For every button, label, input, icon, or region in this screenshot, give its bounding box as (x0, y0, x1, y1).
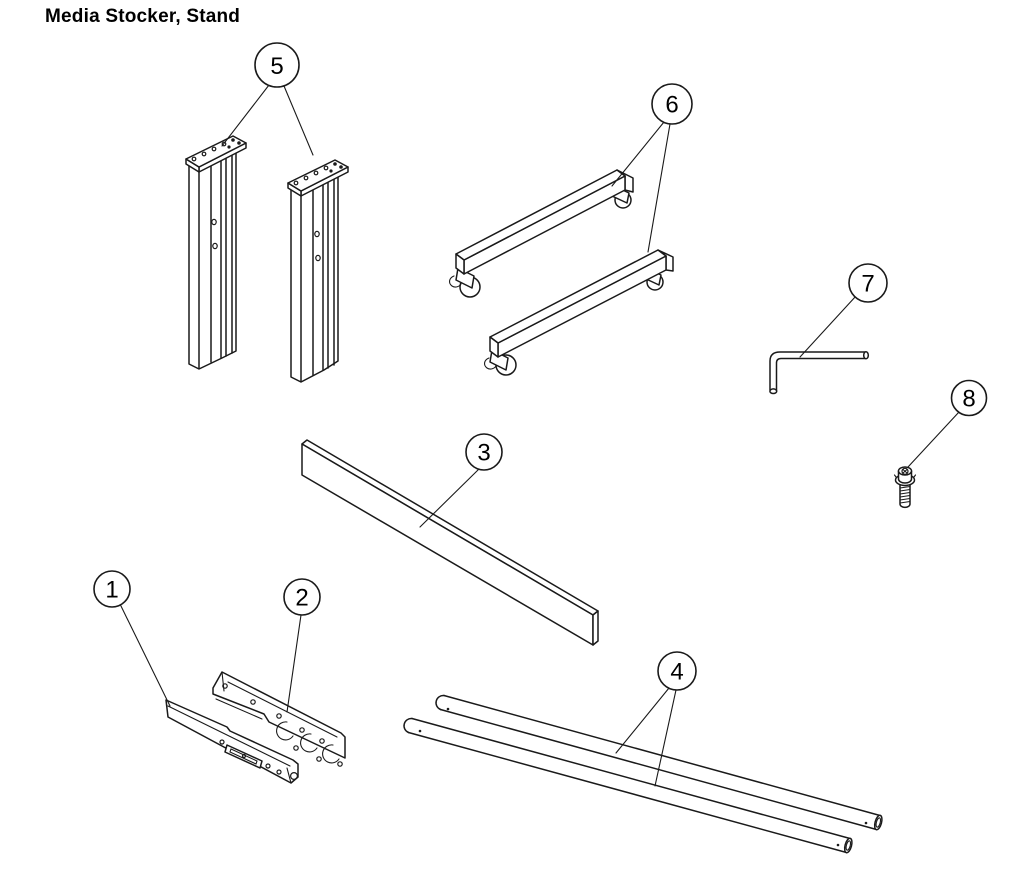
callout-8 (908, 381, 987, 468)
part-3-crossbar (302, 440, 598, 645)
callout-7 (800, 264, 887, 357)
callout-6-number: 6 (665, 91, 679, 119)
callout-8-number: 8 (962, 385, 976, 413)
callout-1 (94, 571, 170, 706)
callout-3-number: 3 (477, 439, 491, 467)
part-5-stand-columns (186, 136, 348, 382)
callout-4 (616, 652, 696, 786)
part-6-caster-legs (450, 170, 673, 375)
callout-2-number: 2 (295, 584, 309, 612)
callout-6 (612, 84, 692, 252)
callout-7-number: 7 (861, 270, 875, 298)
callout-1-number: 1 (105, 576, 119, 604)
part-7-hex-wrench (770, 352, 868, 394)
part-8-flange-screw (895, 467, 916, 507)
callout-5-number: 5 (270, 53, 284, 80)
page-title: Media Stocker, Stand (45, 6, 241, 27)
callout-4-number: 4 (670, 658, 684, 686)
callout-2 (284, 579, 320, 712)
